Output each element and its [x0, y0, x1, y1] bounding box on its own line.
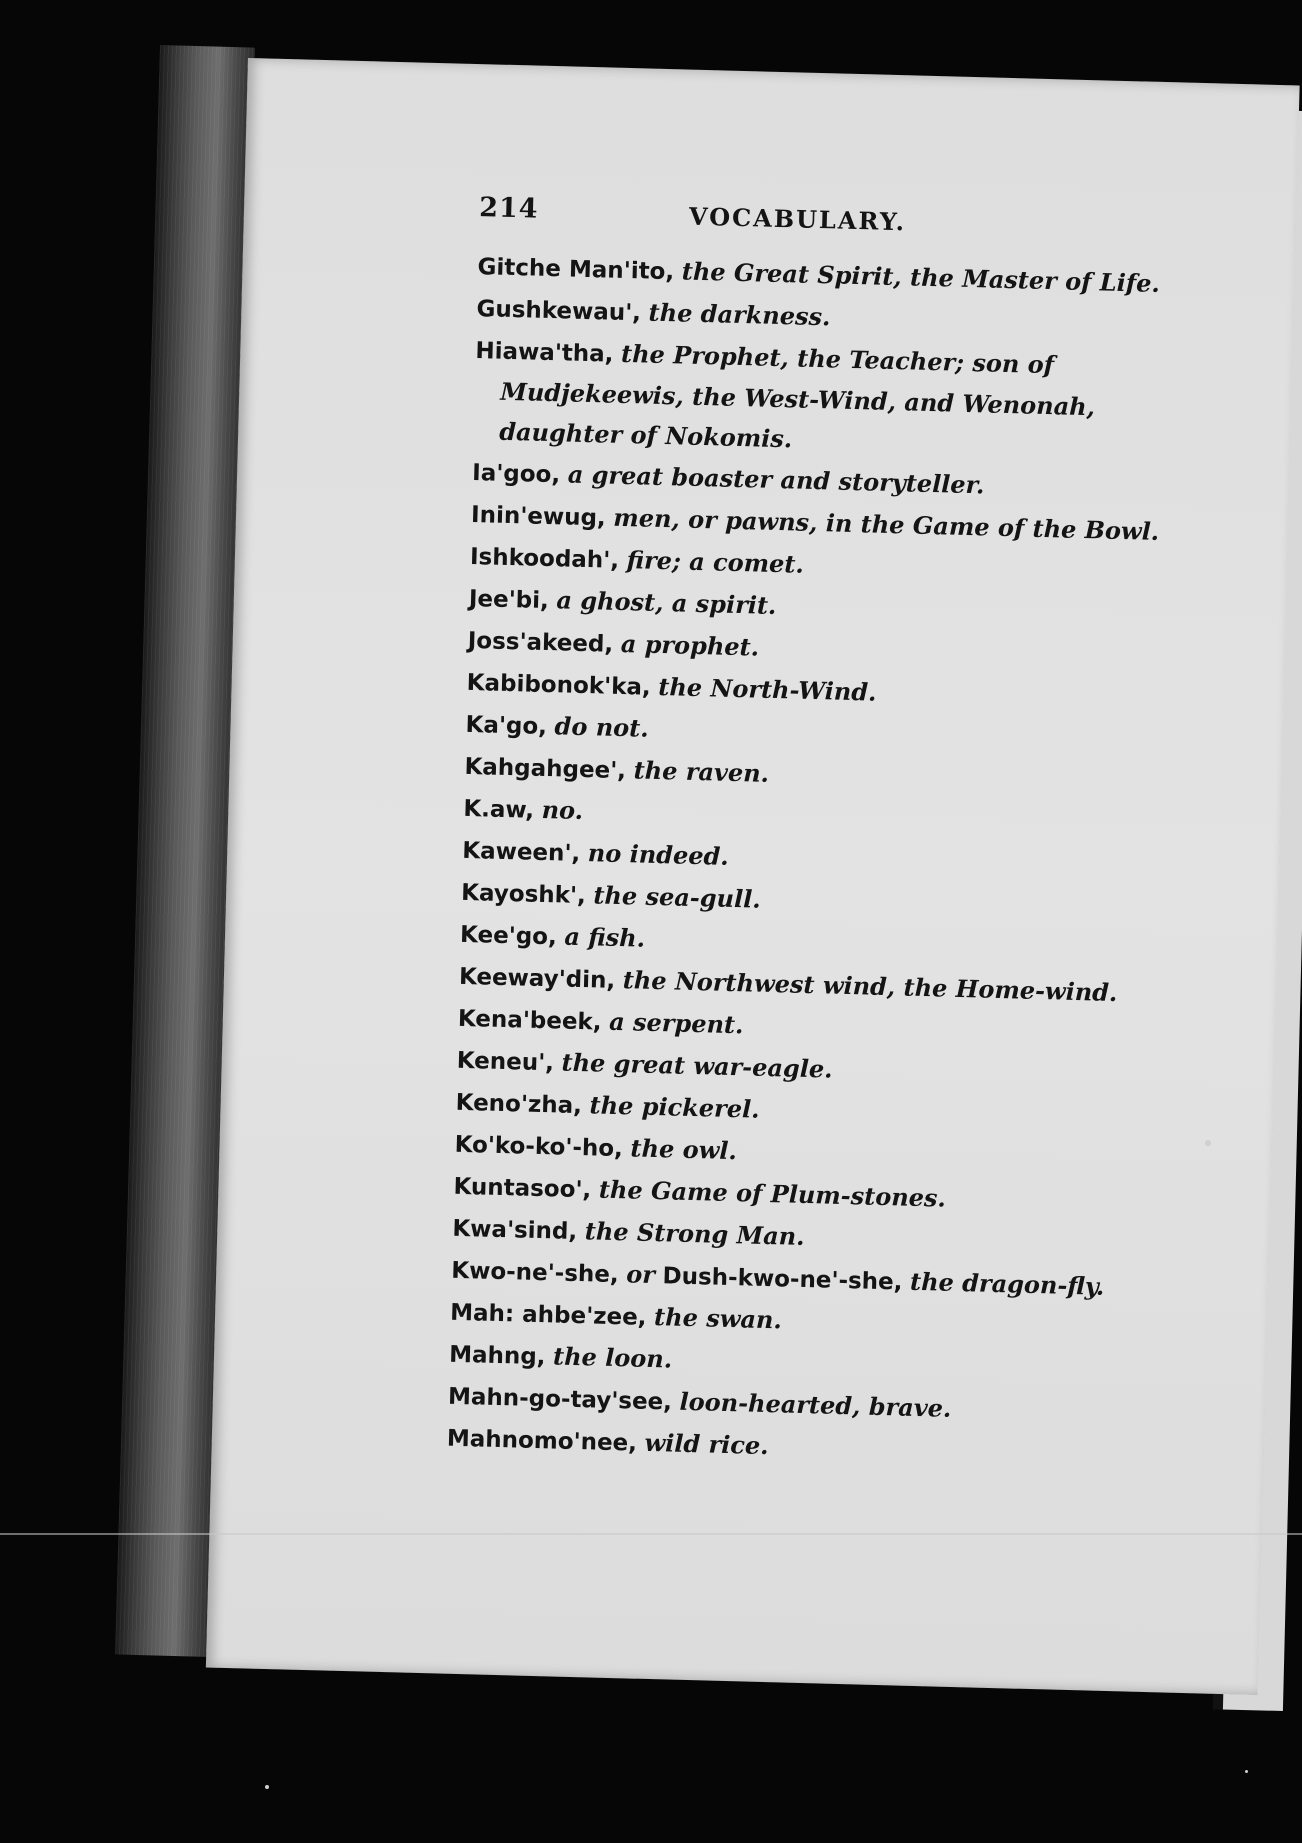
- entry-term: Inin'ewug,: [470, 502, 607, 532]
- entry-term: Kahgahgee',: [464, 753, 627, 785]
- entry-term: Mahnomo'nee,: [446, 1425, 638, 1457]
- entry-term: Joss'akeed,: [467, 627, 614, 658]
- entry-definition: the swan.: [653, 1302, 783, 1335]
- entry-term: Keno'zha,: [455, 1089, 583, 1120]
- entry-term: Ka'go,: [465, 711, 548, 741]
- entry-term: Keeway'din,: [458, 963, 616, 994]
- entry-definition: no.: [541, 794, 584, 826]
- dust-speck: [265, 1785, 269, 1789]
- entry-definition: the Game of Plum-stones.: [598, 1174, 947, 1213]
- entry-definition: wild rice.: [644, 1427, 769, 1461]
- entry-definition: the Strong Man.: [584, 1216, 805, 1251]
- dust-speck: [1205, 1140, 1211, 1146]
- entry-term: Ia'goo,: [471, 460, 561, 489]
- entry-term: Kuntasoo',: [453, 1173, 592, 1204]
- entry-term: Jee'bi,: [468, 585, 550, 615]
- entry-term: Kwo-ne'-she,: [450, 1257, 619, 1289]
- entry-definition: loon-hearted, brave.: [679, 1386, 952, 1423]
- entry-definition: men, or pawns, in the Game of the Bowl.: [613, 502, 1160, 547]
- page-number: 214: [478, 192, 539, 225]
- entry-term: Mahng,: [448, 1341, 546, 1371]
- entry-definition: a great boaster and storyteller.: [567, 459, 985, 500]
- scan-artifact-line: [0, 1533, 1302, 1535]
- entry-definition: the Prophet, the Teacher; son of Mudjekeewis, the West-Wind, and Wenonah, daughter of Nokomis.: [498, 338, 1096, 454]
- entry-definition: the Great Spirit, the Master of Life.: [681, 256, 1161, 298]
- book-page: [206, 58, 1300, 1695]
- entry-definition: the raven.: [633, 755, 770, 788]
- entry-definition: the Northwest wind, the Home-wind.: [622, 965, 1118, 1008]
- entry-definition: a fish.: [564, 921, 646, 953]
- vocabulary-list: [446, 246, 1198, 1477]
- entry-term: K.aw,: [463, 795, 535, 824]
- entry-definition: no indeed.: [587, 838, 730, 871]
- entry-term: Kayoshk',: [460, 879, 587, 910]
- entry-term: Kabibonok'ka,: [466, 669, 652, 701]
- entry-definition: a prophet.: [620, 628, 760, 662]
- entry-term: Kee'go,: [459, 921, 558, 951]
- entry-term: Ko'ko-ko'-ho,: [454, 1131, 624, 1163]
- entry-definition: a serpent.: [608, 1006, 744, 1040]
- entry-definition: the dragon-fly.: [909, 1266, 1105, 1301]
- entry-definition: the sea-gull.: [593, 880, 762, 914]
- entry-definition: fire; a comet.: [626, 545, 805, 579]
- entry-term: Mah: ahbe'zee,: [449, 1299, 647, 1331]
- entry-or-word: or: [625, 1259, 656, 1290]
- page-content: [446, 192, 1199, 1478]
- entry-term: Gushkewau',: [476, 296, 642, 327]
- entry-definition: the darkness.: [648, 297, 831, 332]
- entry-definition: the owl.: [630, 1133, 738, 1166]
- entry-term: Gitche Man'ito,: [477, 254, 675, 286]
- entry-term: Kena'beek,: [457, 1005, 602, 1036]
- entry-definition: the pickerel.: [589, 1090, 760, 1124]
- entry-term: Kaween',: [461, 837, 581, 867]
- dust-speck: [1245, 1770, 1248, 1773]
- running-head: [478, 192, 1199, 255]
- entry-term: Keneu',: [456, 1047, 555, 1077]
- entry-term: Mahn-go-tay'see,: [447, 1383, 673, 1416]
- entry-term: Hiawa'tha,: [475, 338, 614, 368]
- entry-term: Ishkoodah',: [469, 543, 620, 574]
- page-title: VOCABULARY.: [688, 201, 907, 237]
- entry-alt-term: Dush-kwo-ne'-she,: [662, 1263, 903, 1296]
- entry-definition: the loon.: [552, 1341, 673, 1374]
- entry-definition: the North-Wind.: [657, 671, 877, 707]
- vocabulary-entry: [473, 330, 1196, 470]
- entry-term: Kwa'sind,: [452, 1215, 578, 1246]
- entry-definition: the great war-eagle.: [561, 1047, 833, 1084]
- entry-definition: do not.: [554, 711, 650, 743]
- entry-definition: a ghost, a spirit.: [556, 585, 777, 621]
